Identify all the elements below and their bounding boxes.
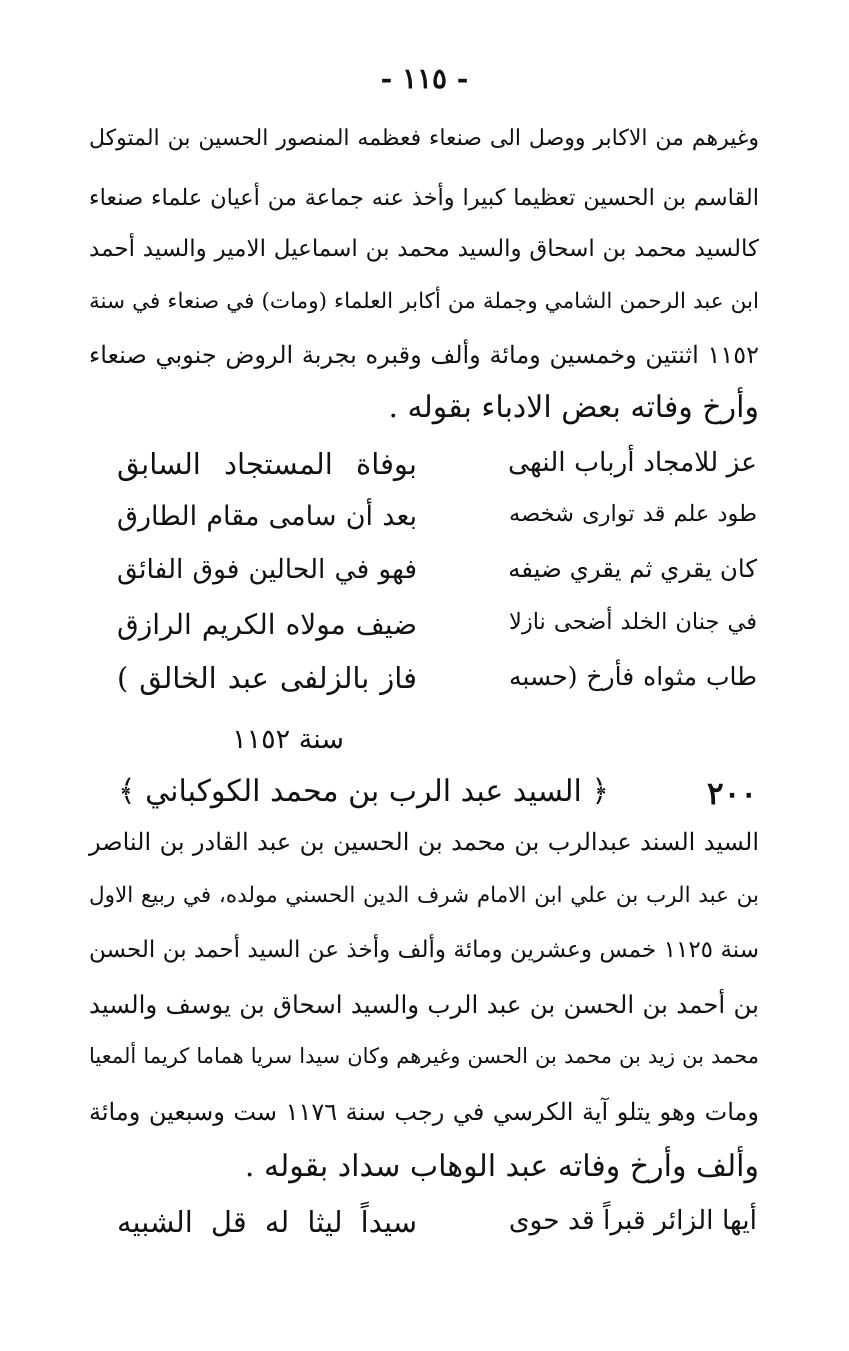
poem-verse [109,554,757,597]
text-line: كالسيد محمد بن اسحاق والسيد محمد بن اسماعيل الامير والسيد أحمد [89,236,759,262]
poem-verse [109,661,757,704]
text-line: محمد بن زيد بن محمد بن الحسن وغيرهم وكان سيدا سريا هماما كريما ألمعيا [89,1044,759,1068]
verse-second-hemistich: سيداً ليثا له قل الشبيه [117,1205,417,1239]
text-line: بن عبد الرب بن علي ابن الامام شرف الدين الحسني مولده، في ربيع الاول [89,883,759,908]
chronogram-year: سنة ١١٥٢ [232,724,344,755]
verse-first-hemistich: كان يقري ثم يقري ضيفه [508,554,757,583]
verse-first-hemistich: عز للامجاد أرباب النهى [507,447,757,478]
text-line: بن أحمد بن الحسن بن عبد الرب والسيد اسحاق بن يوسف والسيد [89,990,759,1019]
text-line: ومات وهو يتلو آية الكرسي في رجب سنة ١١٧٦ ست وسبعين ومائة [89,1098,759,1126]
page-number: - ١١٥ - [380,62,469,95]
verse-second-hemistich: بوفاة المستجاد السابق [117,447,417,481]
text-line: وألف وأرخ وفاته عبد الوهاب سداد بقوله . [244,1149,759,1184]
verse-second-hemistich: فهو في الحالين فوق الفائق [117,554,417,585]
entry-number: ٢٠٠ [707,776,757,812]
text-line: ١١٥٢ اثنتين وخمسين ومائة وألف وقبره بجربة الروض جنوبي صنعاء [89,341,760,369]
poem-verse [109,503,757,543]
verse-first-hemistich: طود علم قد توارى شخصه [509,501,757,527]
entry-title: ﴿ السيد عبد الرب بن محمد الكوكباني ﴾ [117,774,609,809]
verse-second-hemistich: فاز بالزلفى عبد الخالق ) [117,661,417,695]
verse-first-hemistich: أيها الزائر قبراً قد حوى [508,1205,757,1236]
text-line: القاسم بن الحسين تعظيما كبيرا وأخذ عنه جماعة من أعيان علماء صنعاء [89,185,759,211]
poem-verse [109,447,757,490]
text-line: السيد السند عبدالرب بن محمد بن الحسين بن عبد القادر بن الناصر [89,828,759,856]
verse-first-hemistich: طاب مثواه فأرخ (حسبه [509,662,757,691]
text-line: ابن عبد الرحمن الشامي وجملة من أكابر العلماء (ومات) في صنعاء في سنة [89,289,759,314]
verse-second-hemistich: بعد أن سامى مقام الطارق [117,501,417,532]
poem-verse [109,608,757,651]
poem-verse [109,1205,757,1248]
verse-first-hemistich: في جنان الخلد أضحى نازلا [509,609,757,635]
text-line: سنة ١١٢٥ خمس وعشرين ومائة وألف وأخذ عن السيد أحمد بن الحسن [89,937,759,963]
text-line: وأرخ وفاته بعض الادباء بقوله . [388,390,759,425]
verse-second-hemistich: ضيف مولاه الكريم الرازق [117,608,417,641]
text-line: وغيرهم من الاكابر ووصل الى صنعاء فعظمه المنصور الحسين بن المتوكل [89,126,759,151]
